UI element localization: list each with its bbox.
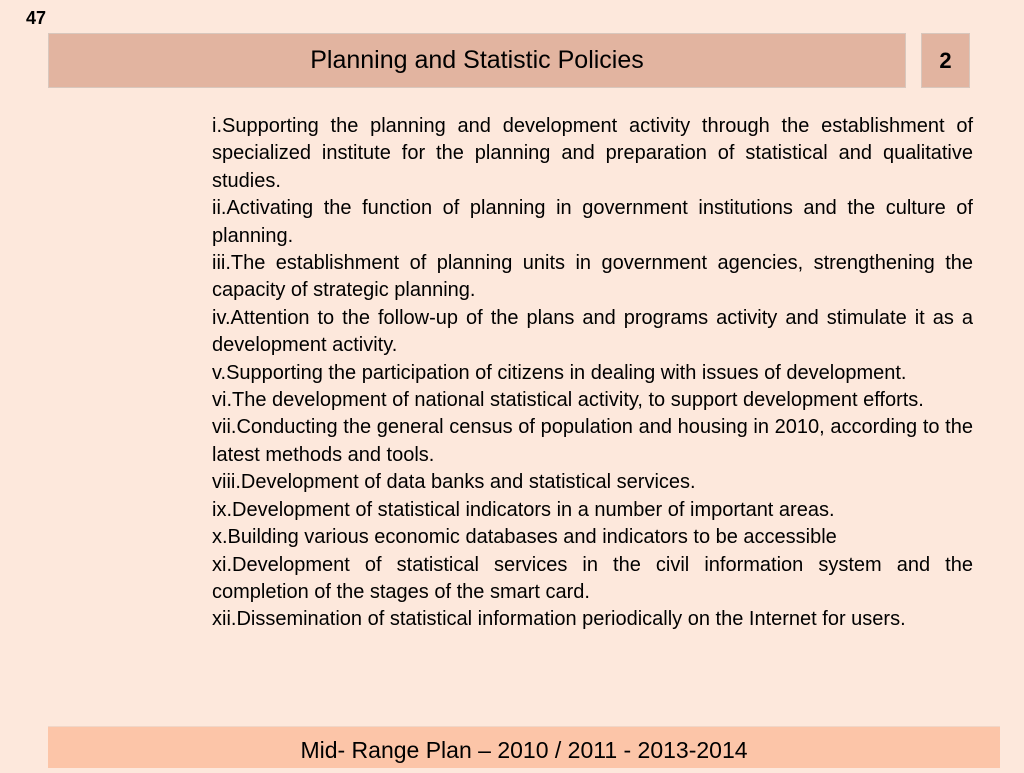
- list-item: i.Supporting the planning and development activity through the establishment of specialized institute for the planning and preparation of statistical and qualitative studies.: [212, 115, 973, 192]
- footer-text: Mid- Range Plan – 2010 / 2011 - 2013-2014: [300, 737, 748, 763]
- list-item: viii.Development of data banks and statistical services.: [212, 471, 696, 494]
- footer-bar: [48, 726, 1000, 768]
- list-item: x.Building various economic databases and indicators to be accessible: [212, 526, 837, 549]
- list-item: xi.Development of statistical services in the civil information system and the completion of the stages of the smart card.: [212, 553, 973, 603]
- list-item: ix.Development of statistical indicators in a number of important areas.: [212, 498, 835, 521]
- list-item: iv.Attention to the follow-up of the plans and programs activity and stimulate it as a development activity.: [212, 306, 973, 357]
- title-bar: [48, 33, 906, 88]
- list-item: iii.The establishment of planning units in government agencies, strengthening the capacity of strategic planning.: [212, 252, 973, 302]
- list-item: ii.Activating the function of planning in government institutions and the culture of planning.: [212, 197, 973, 247]
- policy-list: [212, 113, 973, 634]
- list-item: v.Supporting the participation of citizens in dealing with issues of development.: [212, 361, 907, 384]
- list-item: vii.Conducting the general census of population and housing in 2010, according to the latest methods and tools.: [212, 416, 973, 466]
- list-item: vi.The development of national statistical activity, to support development efforts.: [212, 389, 924, 412]
- list-item: xii.Dissemination of statistical information periodically on the Internet for users.: [212, 608, 906, 631]
- slide-number: 47: [26, 8, 47, 28]
- section-number: 2: [921, 33, 970, 88]
- slide-title: Planning and Statistic Policies: [310, 46, 644, 74]
